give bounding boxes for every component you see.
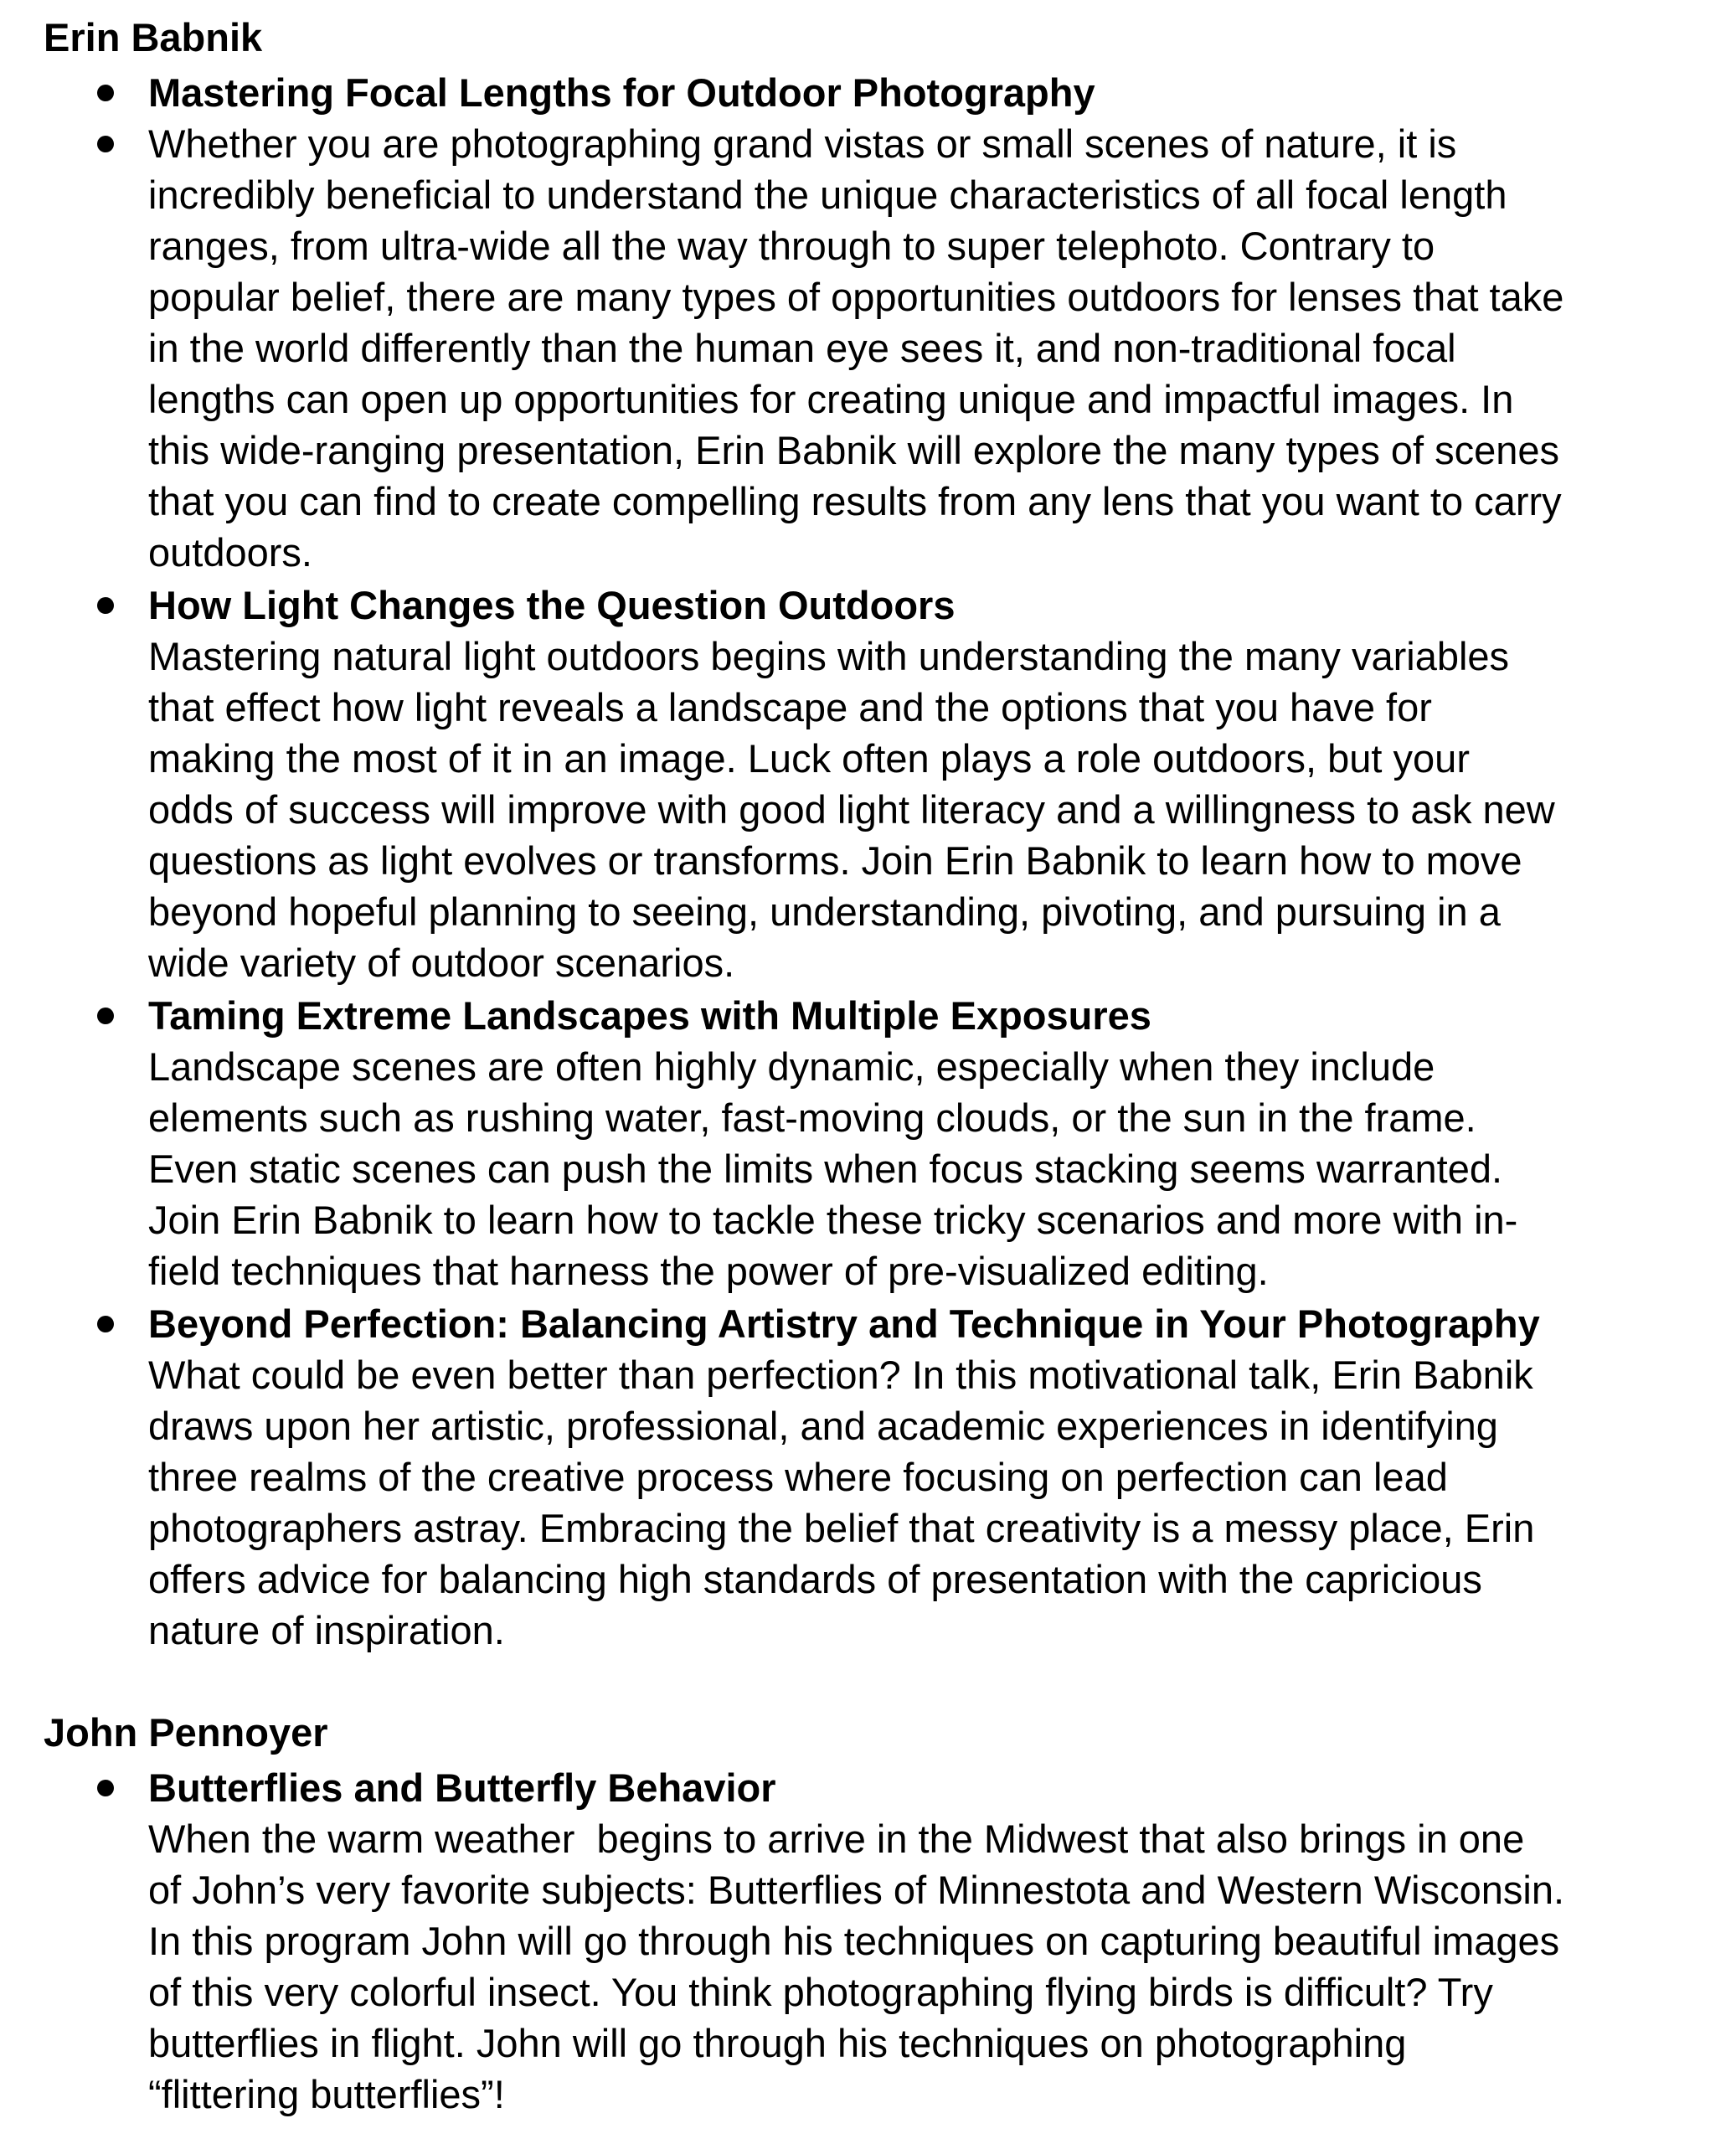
talk-description-line: “flittering butterflies”! — [148, 2072, 505, 2116]
talk-description-line: nature of inspiration. — [148, 1608, 505, 1652]
speaker-name: Erin Babnik — [44, 15, 263, 59]
talk-description-line: Even static scenes can push the limits when focus stacking seems warranted. — [148, 1147, 1503, 1191]
talk-description-line: outdoors. — [148, 530, 312, 575]
talk-description-line: beyond hopeful planning to seeing, understanding, pivoting, and pursuing in a — [148, 889, 1501, 934]
talk-description-line: that you can find to create compelling results from any lens that you want to carry — [148, 479, 1562, 523]
talk-description-line: incredibly beneficial to understand the unique characteristics of all focal length — [148, 173, 1507, 217]
talk-description-line: that effect how light reveals a landscape and the options that you have for — [148, 685, 1432, 729]
talk-description-line: When the warm weather begins to arrive in the Midwest that also brings in one — [148, 1817, 1525, 1861]
talk-title: Mastering Focal Lengths for Outdoor Photography — [148, 70, 1095, 115]
talk-description-line: odds of success will improve with good light literacy and a willingness to ask new — [148, 787, 1555, 832]
bullet-icon — [97, 136, 114, 152]
talk-title: How Light Changes the Question Outdoors — [148, 583, 956, 627]
talk-description-line: draws upon her artistic, professional, and academic experiences in identifying — [148, 1404, 1498, 1448]
talk-title: Beyond Perfection: Balancing Artistry and Technique in Your Photography — [148, 1301, 1540, 1346]
talk-description-line: of John’s very favorite subjects: Butterflies of Minnestota and Western Wisconsin. — [148, 1868, 1565, 1912]
talk-title: Butterflies and Butterfly Behavior — [148, 1765, 776, 1810]
talk-description-line: What could be even better than perfection? In this motivational talk, Erin Babnik — [148, 1353, 1533, 1397]
talk-description-line: lengths can open up opportunities for creating unique and impactful images. In — [148, 377, 1514, 421]
bullet-icon — [97, 85, 114, 101]
speaker-name: John Pennoyer — [44, 1710, 328, 1755]
talk-description-line: Whether you are photographing grand vistas or small scenes of nature, it is — [148, 121, 1457, 166]
talk-description-line: wide variety of outdoor scenarios. — [148, 941, 735, 985]
talk-description-line: Mastering natural light outdoors begins with understanding the many variables — [148, 634, 1510, 678]
talk-description-line: three realms of the creative process where focusing on perfection can lead — [148, 1455, 1448, 1499]
talk-description-line: making the most of it in an image. Luck often plays a role outdoors, but your — [148, 736, 1470, 781]
talk-description-line: field techniques that harness the power of pre-visualized editing. — [148, 1249, 1269, 1293]
talk-description-line: offers advice for balancing high standards of presentation with the capricious — [148, 1557, 1482, 1601]
talk-description-line: photographers astray. Embracing the belief that creativity is a messy place, Erin — [148, 1506, 1535, 1550]
talk-description-line: in the world differently than the human eye sees it, and non-traditional focal — [148, 326, 1456, 370]
talk-description-line: of this very colorful insect. You think photographing flying birds is difficult? Try — [148, 1970, 1493, 2014]
talk-description-line: Landscape scenes are often highly dynamic, especially when they include — [148, 1044, 1435, 1089]
talk-description-line: butterflies in flight. John will go through his techniques on photographing — [148, 2021, 1407, 2065]
talk-description-line: popular belief, there are many types of opportunities outdoors for lenses that take — [148, 275, 1564, 319]
talk-description-line: this wide-ranging presentation, Erin Babnik will explore the many types of scenes — [148, 428, 1560, 472]
talk-description-line: Join Erin Babnik to learn how to tackle these tricky scenarios and more with in- — [148, 1198, 1518, 1242]
talk-description-line: In this program John will go through his techniques on capturing beautiful images — [148, 1919, 1560, 1963]
bullet-icon — [97, 597, 114, 614]
bullet-icon — [97, 1008, 114, 1024]
bullet-icon — [97, 1780, 114, 1796]
talk-description-line: ranges, from ultra-wide all the way through to super telephoto. Contrary to — [148, 224, 1435, 268]
talk-description-line: questions as light evolves or transforms. Join Erin Babnik to learn how to move — [148, 838, 1522, 883]
talk-title: Taming Extreme Landscapes with Multiple Exposures — [148, 993, 1151, 1038]
bullet-icon — [97, 1316, 114, 1332]
talk-description-line: elements such as rushing water, fast-moving clouds, or the sun in the frame. — [148, 1095, 1476, 1140]
